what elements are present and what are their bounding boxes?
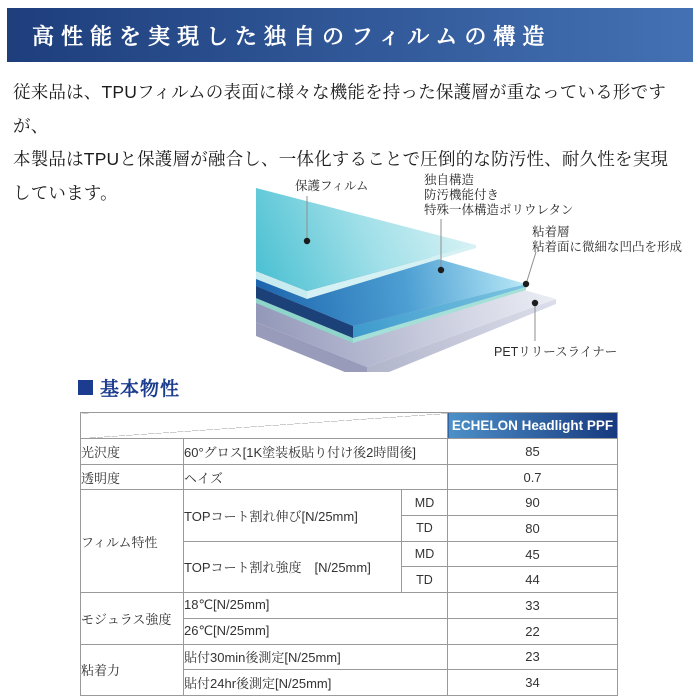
value-cell: 22 bbox=[448, 618, 618, 644]
value-cell: 34 bbox=[448, 670, 618, 696]
category-cell: モジュラス強度 bbox=[81, 593, 184, 644]
spec-table-container bbox=[80, 412, 617, 696]
page-title: 高性能を実現した独自のフィルムの構造 bbox=[32, 23, 552, 49]
test-cell: 貼付24hr後測定[N/25mm] bbox=[184, 670, 448, 696]
value-cell: 45 bbox=[448, 541, 618, 567]
leader-line-adhesive bbox=[527, 252, 536, 281]
callout-dot-protective bbox=[304, 238, 310, 244]
callout-dot-unique-structure bbox=[438, 267, 444, 273]
direction-cell: TD bbox=[402, 567, 448, 593]
category-cell: フィルム特性 bbox=[81, 490, 184, 593]
table-header-row bbox=[81, 413, 618, 439]
test-cell: 18℃[N/25mm] bbox=[184, 593, 448, 619]
film-structure-diagram bbox=[230, 172, 690, 372]
value-cell: 0.7 bbox=[448, 464, 618, 490]
diagonal-header-cell bbox=[81, 413, 448, 439]
category-cell: 透明度 bbox=[81, 464, 184, 490]
table-row bbox=[81, 439, 618, 465]
value-cell: 80 bbox=[448, 516, 618, 542]
direction-cell: MD bbox=[402, 541, 448, 567]
category-cell: 粘着力 bbox=[81, 644, 184, 695]
label-unique-structure-1: 独自構造 bbox=[424, 173, 475, 187]
table-row bbox=[81, 644, 618, 670]
label-unique-structure-3: 特殊一体構造ポリウレタン bbox=[424, 203, 574, 217]
product-header-cell: ECHELON Headlight PPF bbox=[448, 413, 618, 439]
test-cell: ヘイズ bbox=[184, 464, 448, 490]
label-release-liner: PETリリースライナー bbox=[494, 345, 618, 359]
label-unique-structure-2: 防汚機能付き bbox=[424, 188, 500, 202]
test-cell: 貼付30min後測定[N/25mm] bbox=[184, 644, 448, 670]
value-cell: 33 bbox=[448, 593, 618, 619]
direction-cell: TD bbox=[402, 516, 448, 542]
callout-dot-adhesive bbox=[523, 281, 529, 287]
intro-line-1: 従来品は、TPUフィルムの表面に様々な機能を持った保護層が重なっている形ですが、 bbox=[13, 82, 666, 136]
table-row bbox=[81, 593, 618, 619]
square-bullet-icon bbox=[78, 380, 93, 395]
label-adhesive-1: 粘着層 bbox=[532, 225, 570, 239]
page-title-bar bbox=[7, 8, 693, 62]
label-protective-film: 保護フィルム bbox=[295, 179, 369, 193]
test-cell: 60°グロス[1K塗装板貼り付け後2時間後] bbox=[184, 439, 448, 465]
category-cell: 光沢度 bbox=[81, 439, 184, 465]
test-cell: TOPコート割れ強度 [N/25mm] bbox=[184, 541, 402, 592]
intro-line-3: しています。 bbox=[13, 182, 118, 203]
section-heading bbox=[78, 374, 180, 401]
basic-properties-table bbox=[80, 412, 618, 696]
table-row bbox=[81, 490, 618, 516]
callout-dot-liner bbox=[532, 300, 538, 306]
section-title: 基本物性 bbox=[100, 379, 181, 400]
value-cell: 44 bbox=[448, 567, 618, 593]
value-cell: 85 bbox=[448, 439, 618, 465]
value-cell: 90 bbox=[448, 490, 618, 516]
label-adhesive-2: 粘着面に微細な凹凸を形成 bbox=[532, 240, 683, 254]
intro-line-2: 本製品はTPUと保護層が融合し、一体化することで圧倒的な防汚性、耐久性を実現 bbox=[13, 149, 669, 169]
value-cell: 23 bbox=[448, 644, 618, 670]
direction-cell: MD bbox=[402, 490, 448, 516]
table-row bbox=[81, 464, 618, 490]
test-cell: 26℃[N/25mm] bbox=[184, 618, 448, 644]
test-cell: TOPコート割れ伸び[N/25mm] bbox=[184, 490, 402, 541]
